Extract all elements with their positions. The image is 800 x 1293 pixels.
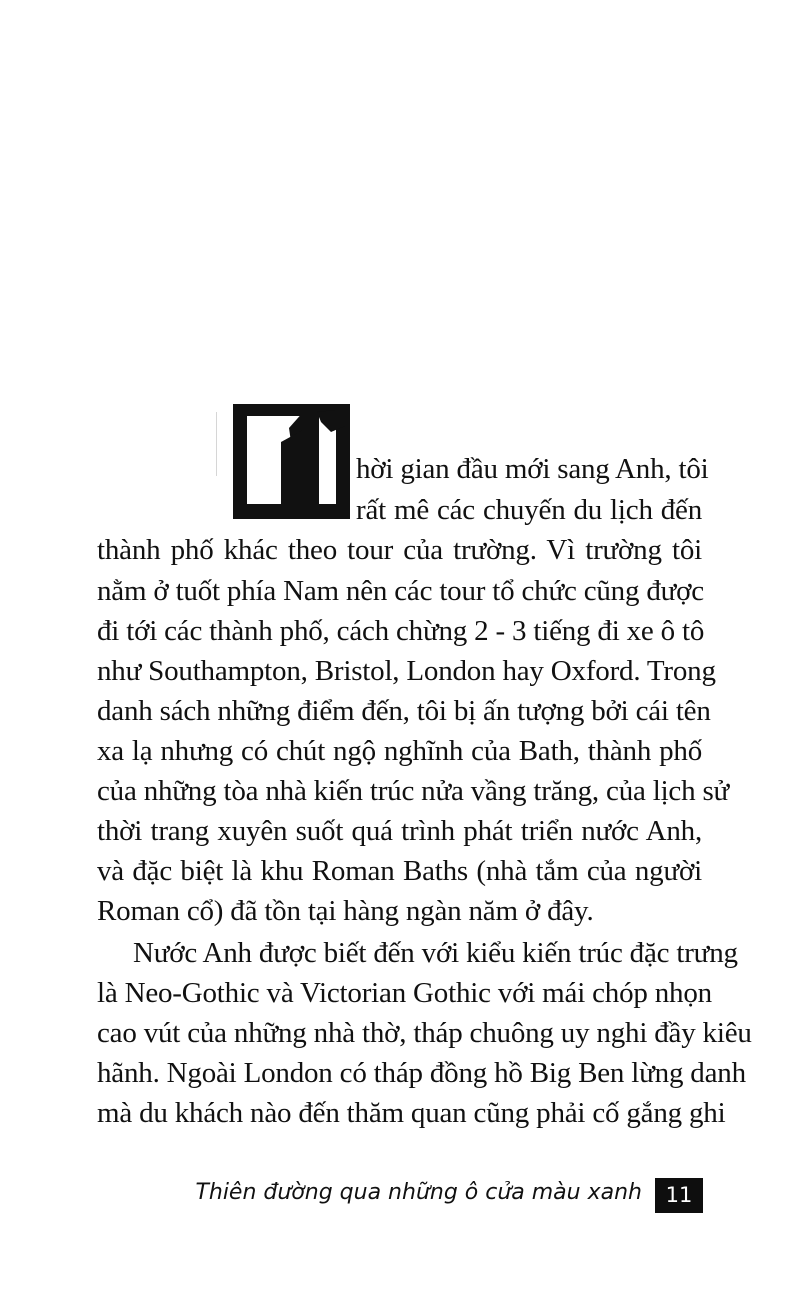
paragraph-1-line-7: danh sách những điểm đến, tôi bị ấn tượng bởi cái tên bbox=[97, 695, 711, 727]
footer-book-title: Thiên đường qua những ô cửa màu xanh bbox=[195, 1180, 642, 1205]
drop-cap-t-graphic bbox=[233, 404, 350, 519]
paragraph-1-line-5: đi tới các thành phố, cách chừng 2 - 3 tiếng đi xe ô tô bbox=[97, 615, 705, 647]
paragraph-1-line-6: như Southampton, Bristol, London hay Oxford. Trong bbox=[97, 655, 716, 687]
paragraph-1-line-12: Roman cổ) đã tồn tại hàng ngàn năm ở đây. bbox=[97, 895, 594, 927]
paragraph-1-line-8: xa lạ nhưng có chút ngộ nghĩnh của Bath, thành phố bbox=[97, 735, 702, 767]
paragraph-1-line-11: và đặc biệt là khu Roman Baths (nhà tắm của người bbox=[97, 855, 702, 887]
paragraph-1-line-4: nằm ở tuốt phía Nam nên các tour tổ chức cũng được bbox=[97, 575, 704, 607]
paragraph-1-line-3: thành phố khác theo tour của trường. Vì trường tôi bbox=[97, 534, 702, 566]
paragraph-2-line-3: cao vút của những nhà thờ, tháp chuông uy nghi đầy kiêu bbox=[97, 1017, 752, 1049]
faint-margin-mark bbox=[216, 412, 217, 476]
paragraph-1-line-2: rất mê các chuyến du lịch đến bbox=[356, 494, 702, 526]
paragraph-2-line-1: Nước Anh được biết đến với kiểu kiến trúc đặc trưng bbox=[133, 937, 738, 969]
paragraph-2-line-2: là Neo-Gothic và Victorian Gothic với mái chóp nhọn bbox=[97, 977, 712, 1009]
drop-cap-t bbox=[233, 404, 350, 519]
paragraph-2-line-4: hãnh. Ngoài London có tháp đồng hồ Big Ben lừng danh bbox=[97, 1057, 746, 1089]
paragraph-1-line-9: của những tòa nhà kiến trúc nửa vầng trăng, của lịch sử bbox=[97, 775, 730, 807]
paragraph-1-line-10: thời trang xuyên suốt quá trình phát triển nước Anh, bbox=[97, 815, 702, 847]
page-number-badge: 11 bbox=[655, 1178, 703, 1213]
paragraph-2-line-5: mà du khách nào đến thăm quan cũng phải cố gắng ghi bbox=[97, 1097, 726, 1129]
paragraph-1-line-1: hời gian đầu mới sang Anh, tôi bbox=[356, 453, 709, 485]
